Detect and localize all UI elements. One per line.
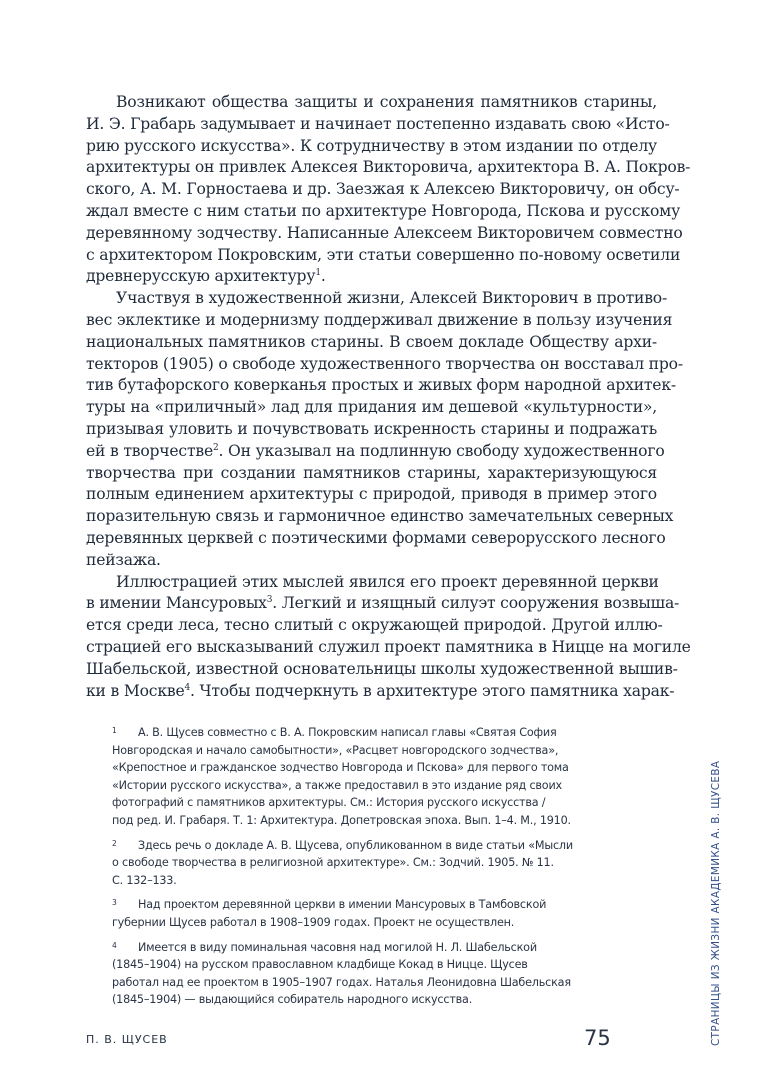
text-line (86, 92, 657, 114)
footnote (112, 939, 672, 1009)
text-line (86, 354, 683, 376)
text-line (86, 179, 680, 201)
footnote-text: С. 132–133. (112, 873, 177, 887)
line-text: призывая уловить и почувствовать искренность старины и подражать (86, 419, 657, 438)
footnote (112, 837, 672, 890)
footnote-line (112, 914, 672, 932)
line-text: ждал вместе с ним статьи по архитектуре Новгорода, Пскова и русскому (86, 201, 681, 220)
footnote-text: Здесь речь о докладе А. В. Щусева, опубликованном в виде статьи «Мысли (138, 838, 573, 852)
text-line (86, 463, 657, 485)
line-text: . Чтобы подчеркнуть в архитектуре этого памятника харак- (190, 681, 675, 700)
line-text: полным единением архитектуры с природой, приводя в пример этого (86, 485, 657, 504)
line-text: . (320, 267, 326, 286)
text-line (86, 332, 657, 354)
footnote-line (112, 872, 672, 890)
line-text: . Легкий и изящный силуэт сооружения возвыша- (272, 594, 680, 613)
footnote-text: губернии Щусев работал в 1908–1909 годах. Проект не осуществлен. (112, 915, 515, 929)
line-text: ского, А. М. Горностаева и др. Заезжая к Алексею Викторовичу, он обсу- (86, 180, 680, 199)
footnote-ref: 3 (266, 595, 273, 606)
text-line (86, 441, 665, 463)
footnote-number: 4 (112, 940, 117, 950)
line-text: ки в Москве (86, 681, 185, 700)
text-line (86, 375, 676, 397)
footnote-line (112, 896, 672, 914)
line-text: страцией его высказываний служил проект памятника в Ницце на могиле (86, 637, 691, 656)
line-text: с архитектором Покровским, эти статьи совершенно по-новому осветили (86, 245, 681, 264)
footnote-text: фотографий с памятников архитектуры. См.: История русского искусства / (112, 796, 546, 810)
footnote-line (112, 759, 672, 777)
line-text: туры на «приличный» лад для придания им дешевой «культурности», (86, 398, 657, 417)
line-text: поразительную связь и гармоничное единство замечательных северных (86, 507, 674, 526)
line-text: Шабельской, известной основательницы школы художественной вышив- (86, 659, 678, 678)
text-line (86, 572, 657, 594)
line-text: Иллюстрацией этих мыслей явился его проект деревянной церкви (116, 572, 659, 591)
footnote-line (112, 777, 672, 795)
text-line (86, 659, 678, 681)
footnote-text: Новгородская и начало самобытности», «Расцвет новгородского зодчества», (112, 743, 559, 757)
text-line (86, 550, 657, 572)
footnote-text: под ред. И. Грабаря. Т. 1: Архитектура. Допетровская эпоха. Вып. 1–4. М., 1910. (112, 813, 571, 827)
line-text: деревянных церквей с поэтическими формами северорусского лесного (86, 528, 666, 547)
paragraph (86, 288, 683, 571)
text-line (86, 245, 681, 267)
line-text: пейзажа. (86, 550, 161, 569)
footnote-line (112, 812, 672, 830)
footnotes (112, 724, 672, 1016)
text-line (86, 223, 683, 245)
text-line (86, 114, 670, 136)
footnote-text: о свободе творчества в религиозной архитектуре». См.: Зодчий. 1905. № 11. (112, 856, 554, 870)
text-line (86, 136, 657, 158)
footnote-text: Имеется в виду поминальная часовня над могилой Н. Л. Шабельской (138, 940, 537, 954)
footnote (112, 724, 672, 830)
running-title: СТРАНИЦЫ ИЗ ЖИЗНИ АКАДЕМИКА А. В. ЩУСЕВА (710, 760, 722, 1046)
footnote-line (112, 742, 672, 760)
text-line (86, 681, 675, 703)
text-line (86, 266, 657, 288)
footnote-ref: 2 (213, 442, 219, 453)
line-text: архитектуры он привлек Алексея Викторовича, архитектора В. А. Покров- (86, 158, 691, 177)
main-text (86, 92, 691, 702)
text-line (86, 528, 666, 550)
text-line (86, 419, 657, 441)
page-number: 75 (584, 1026, 611, 1050)
footnote-line (112, 956, 672, 974)
footnote-line (112, 991, 672, 1009)
line-text: в имении Мансуровых (86, 594, 267, 613)
line-text: древнерусскую архитектуру (86, 267, 316, 286)
text-line (86, 397, 657, 419)
line-text: вес эклектике и модернизму поддерживал движение в пользу изучения (86, 310, 673, 329)
text-line (86, 615, 663, 637)
line-text: национальных памятников старины. В своем докладе Обществу архи- (86, 332, 657, 351)
footnote-ref: 1 (315, 268, 321, 279)
line-text: И. Э. Грабарь задумывает и начинает постепенно издавать свою «Исто- (86, 114, 670, 133)
footnote-line (112, 854, 672, 872)
line-text: Участвуя в художественной жизни, Алексей Викторович в противо- (116, 289, 668, 308)
footnote-number: 3 (112, 898, 117, 908)
footnote (112, 896, 672, 931)
footnote-line (112, 837, 672, 855)
line-text: тив бутафорского коверканья простых и живых форм народной архитек- (86, 376, 676, 395)
footnote-text: Над проектом деревянной церкви в имении Мансуровых в Тамбовской (138, 898, 547, 912)
footnote-text: (1845–1904) — выдающийся собиратель народного искусства. (112, 993, 473, 1007)
line-text: текторов (1905) о свободе художественного творчества он восставал про- (86, 354, 683, 373)
footnote-text: «Истории русского искусства», а также предоставил в это издание ряд своих (112, 778, 562, 792)
footnote-text: А. В. Щусев совместно с В. А. Покровским написал главы «Святая София (138, 726, 557, 739)
footnote-line (112, 794, 672, 812)
text-line (86, 310, 673, 332)
text-line (86, 506, 674, 528)
footnote-ref: 4 (184, 682, 191, 693)
text-line (86, 157, 691, 179)
footnote-line (112, 724, 672, 742)
footnote-text: (1845–1904) на русском православном кладбище Кокад в Ницце. Щусев (112, 958, 528, 972)
footnote-line (112, 939, 672, 957)
line-text: творчества при создании памятников старины, характеризующуюся (86, 463, 657, 482)
line-text: . Он указывал на подлинную свободу художественного (218, 441, 665, 460)
text-line (86, 593, 680, 615)
footnote-text: работал над ее проектом в 1905–1907 годах. Наталья Леонидовна Шабельская (112, 975, 571, 989)
text-line (86, 637, 691, 659)
footnote-line (112, 974, 672, 992)
footer-author: П. В. ЩУСЕВ (86, 1033, 168, 1046)
line-text: ей в творчестве (86, 441, 213, 460)
footnote-text: «Крепостное и гражданское зодчество Новгорода и Пскова» для первого тома (112, 761, 569, 775)
line-text: ется среди леса, тесно слитый с окружающей природой. Другой иллю- (86, 616, 663, 635)
line-text: деревянному зодчеству. Написанные Алексеем Викторовичем совместно (86, 223, 683, 242)
text-line (86, 288, 668, 310)
paragraph (86, 572, 691, 703)
line-text: рию русского искусства». К сотрудничеству в этом издании по отделу (86, 136, 657, 155)
footnote-number: 1 (112, 726, 117, 735)
paragraph (86, 92, 691, 288)
text-line (86, 484, 657, 506)
footnote-number: 2 (112, 838, 117, 848)
line-text: Возникают общества защиты и сохранения памятников старины, (116, 93, 657, 111)
text-line (86, 201, 681, 223)
